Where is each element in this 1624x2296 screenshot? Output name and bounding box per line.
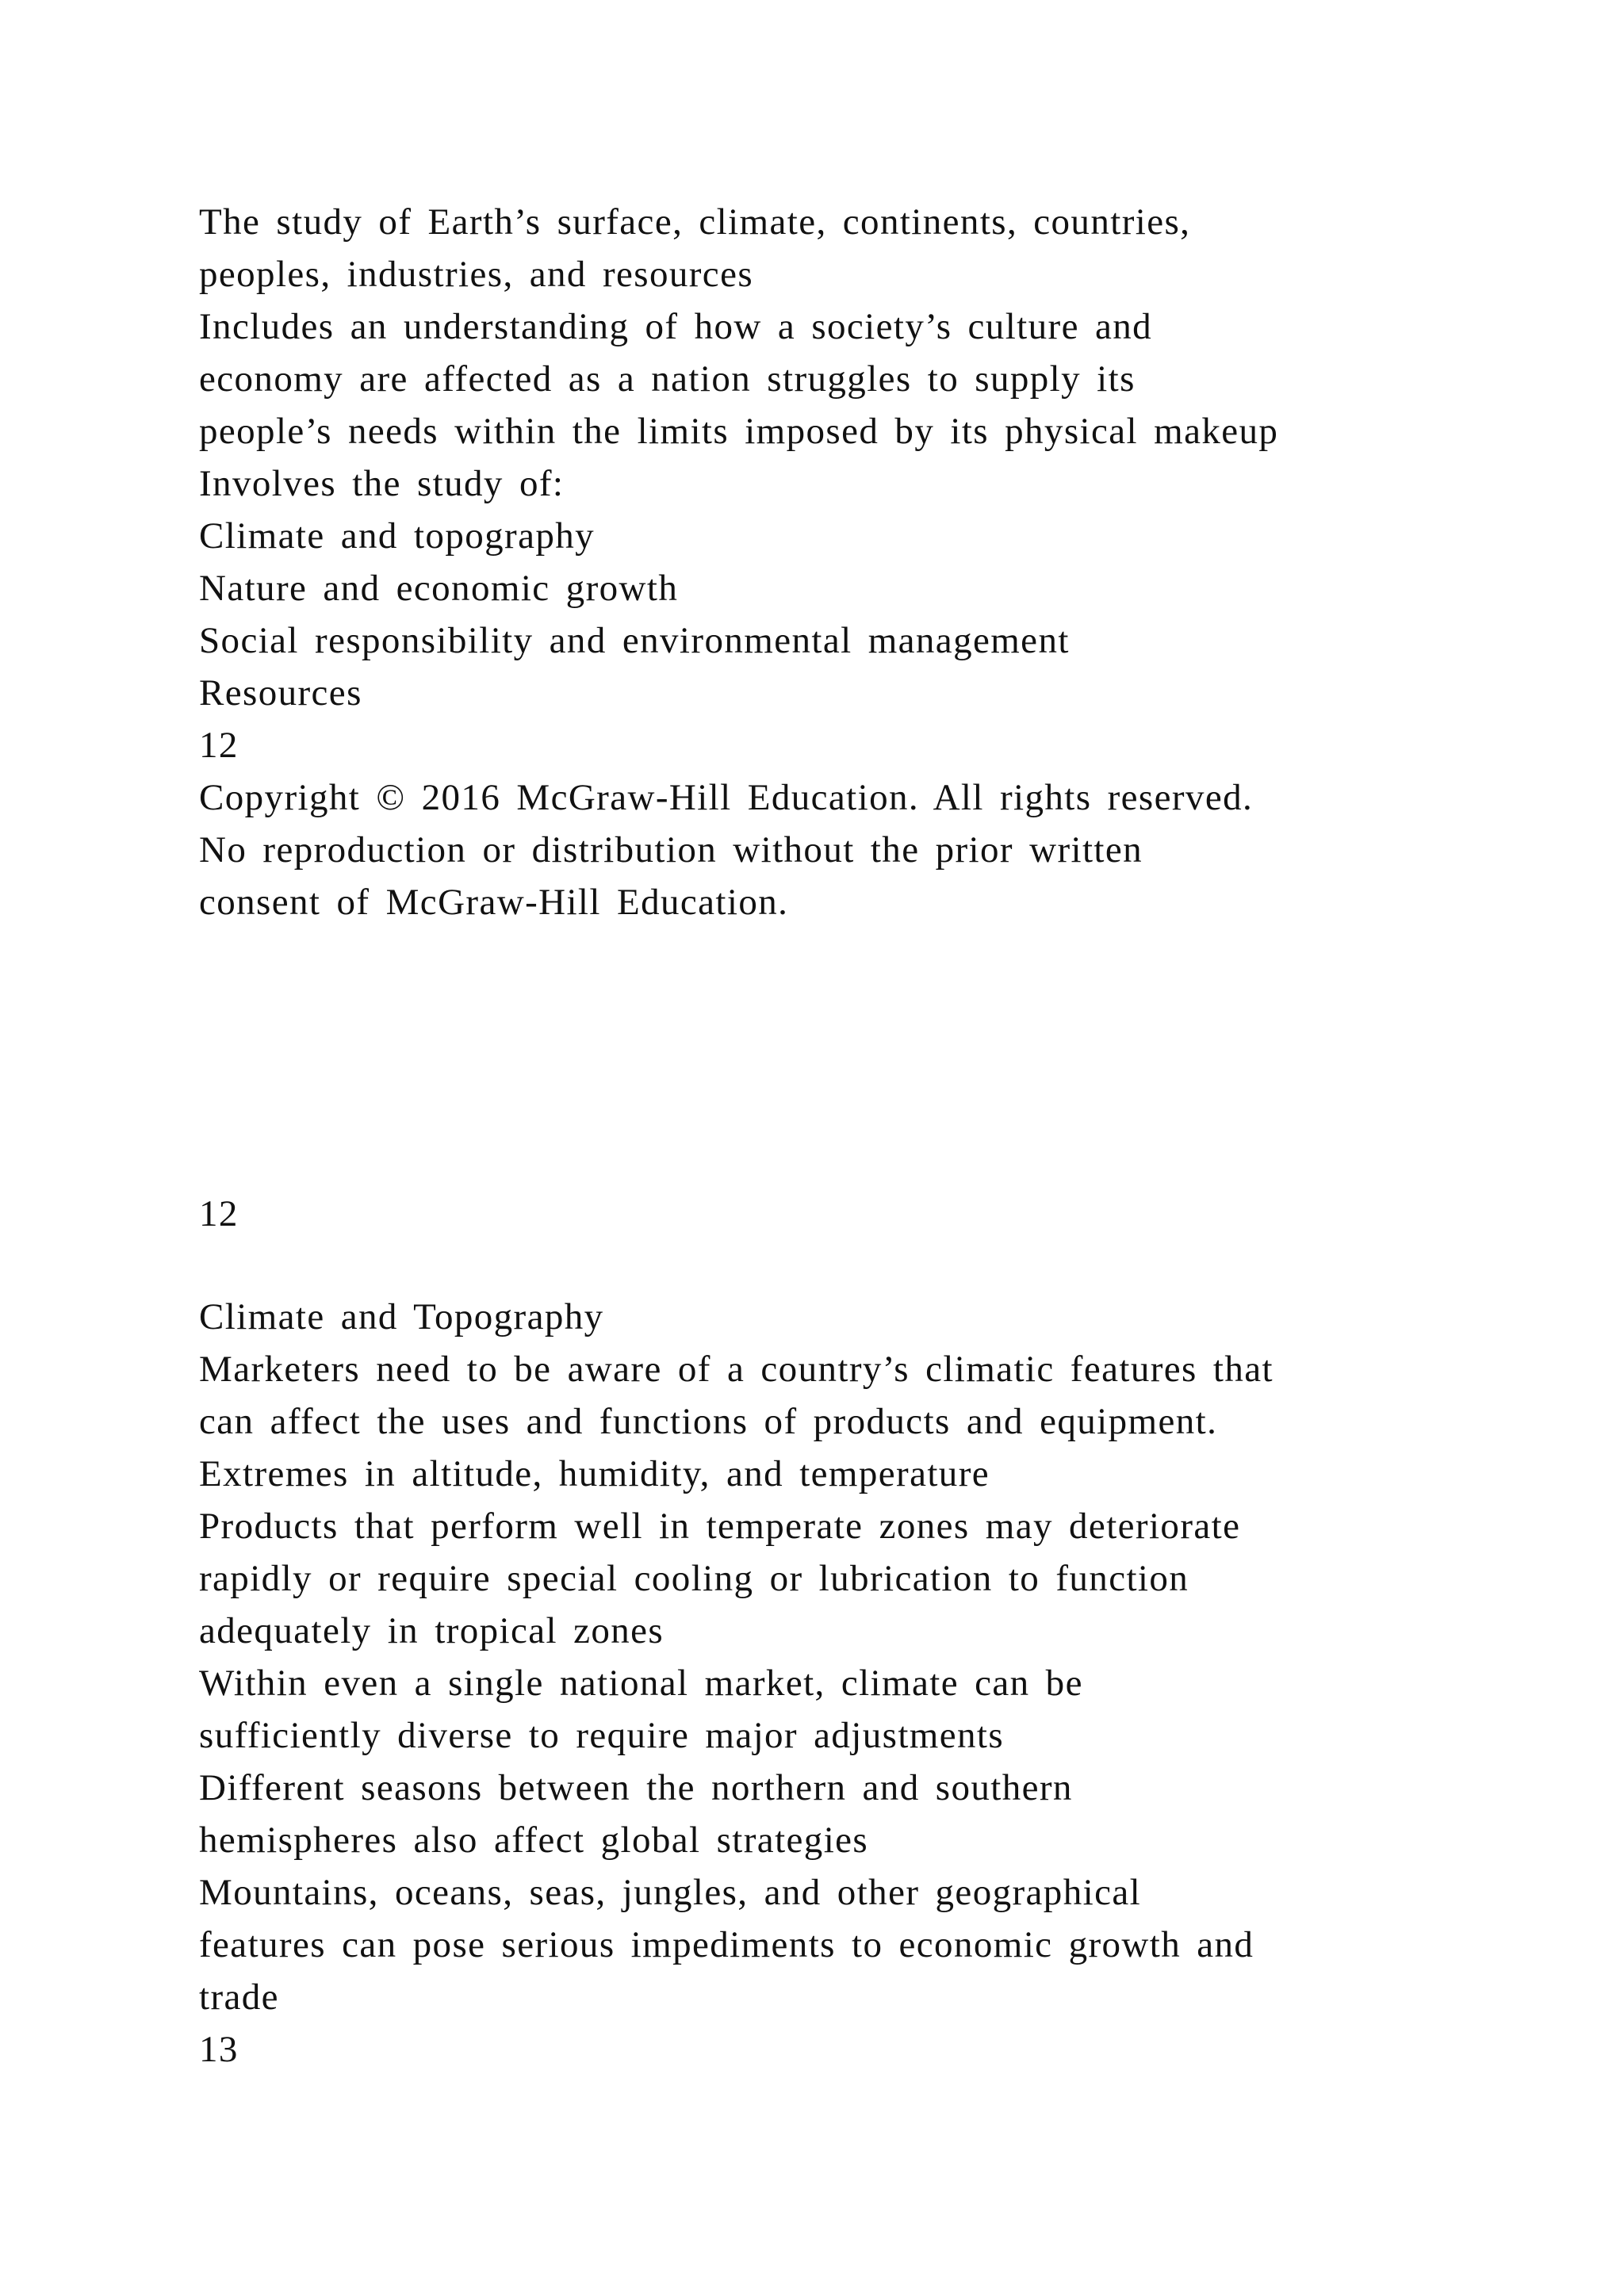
list-item: Climate and topography	[199, 515, 596, 557]
text-line: Products that perform well in temperate zones may deteriorate	[199, 1506, 1241, 1547]
text-line: Mountains, oceans, seas, jungles, and other geographical	[199, 1872, 1142, 1913]
text-line: The study of Earth’s surface, climate, continents, countries,	[199, 201, 1191, 243]
text-line: Extremes in altitude, humidity, and temperature	[199, 1453, 990, 1494]
slide-number: 12	[199, 725, 239, 766]
text-line: features can pose serious impediments to economic growth and	[199, 1924, 1254, 1965]
copyright-line: consent of McGraw-Hill Education.	[199, 882, 789, 923]
text-line: peoples, industries, and resources	[199, 254, 754, 295]
text-line: can affect the uses and functions of products and equipment.	[199, 1401, 1218, 1442]
geography-section	[199, 196, 1595, 928]
copyright-line: Copyright © 2016 McGraw-Hill Education. All rights reserved.	[199, 777, 1254, 818]
text-line: trade	[199, 1976, 279, 2018]
text-line: people’s needs within the limits imposed by its physical makeup	[199, 411, 1279, 452]
list-item: Social responsibility and environmental management	[199, 620, 1070, 661]
list-item: Resources	[199, 672, 362, 714]
text-line: Within even a single national market, climate can be	[199, 1663, 1083, 1704]
text-line: adequately in tropical zones	[199, 1610, 665, 1651]
slide-number: 13	[199, 2029, 239, 2070]
climate-section	[199, 1291, 1595, 2076]
text-line: economy are affected as a nation struggles to supply its	[199, 358, 1136, 400]
copyright-line: No reproduction or distribution without the prior written	[199, 829, 1143, 871]
section-heading: Climate and Topography	[199, 1296, 604, 1337]
text-line: rapidly or require special cooling or lubrication to function	[199, 1558, 1189, 1599]
text-line: Different seasons between the northern and southern	[199, 1767, 1073, 1808]
text-line: Involves the study of:	[199, 463, 565, 504]
list-item: Nature and economic growth	[199, 568, 679, 609]
text-line: Includes an understanding of how a society’s culture and	[199, 306, 1153, 347]
text-line: sufficiently diverse to require major adjustments	[199, 1715, 1005, 1756]
text-line: hemispheres also affect global strategies	[199, 1820, 869, 1861]
slide-number: 12	[199, 1193, 239, 1234]
slide-number-standalone	[199, 1188, 1595, 1240]
text-line: Marketers need to be aware of a country’s climatic features that	[199, 1349, 1274, 1390]
